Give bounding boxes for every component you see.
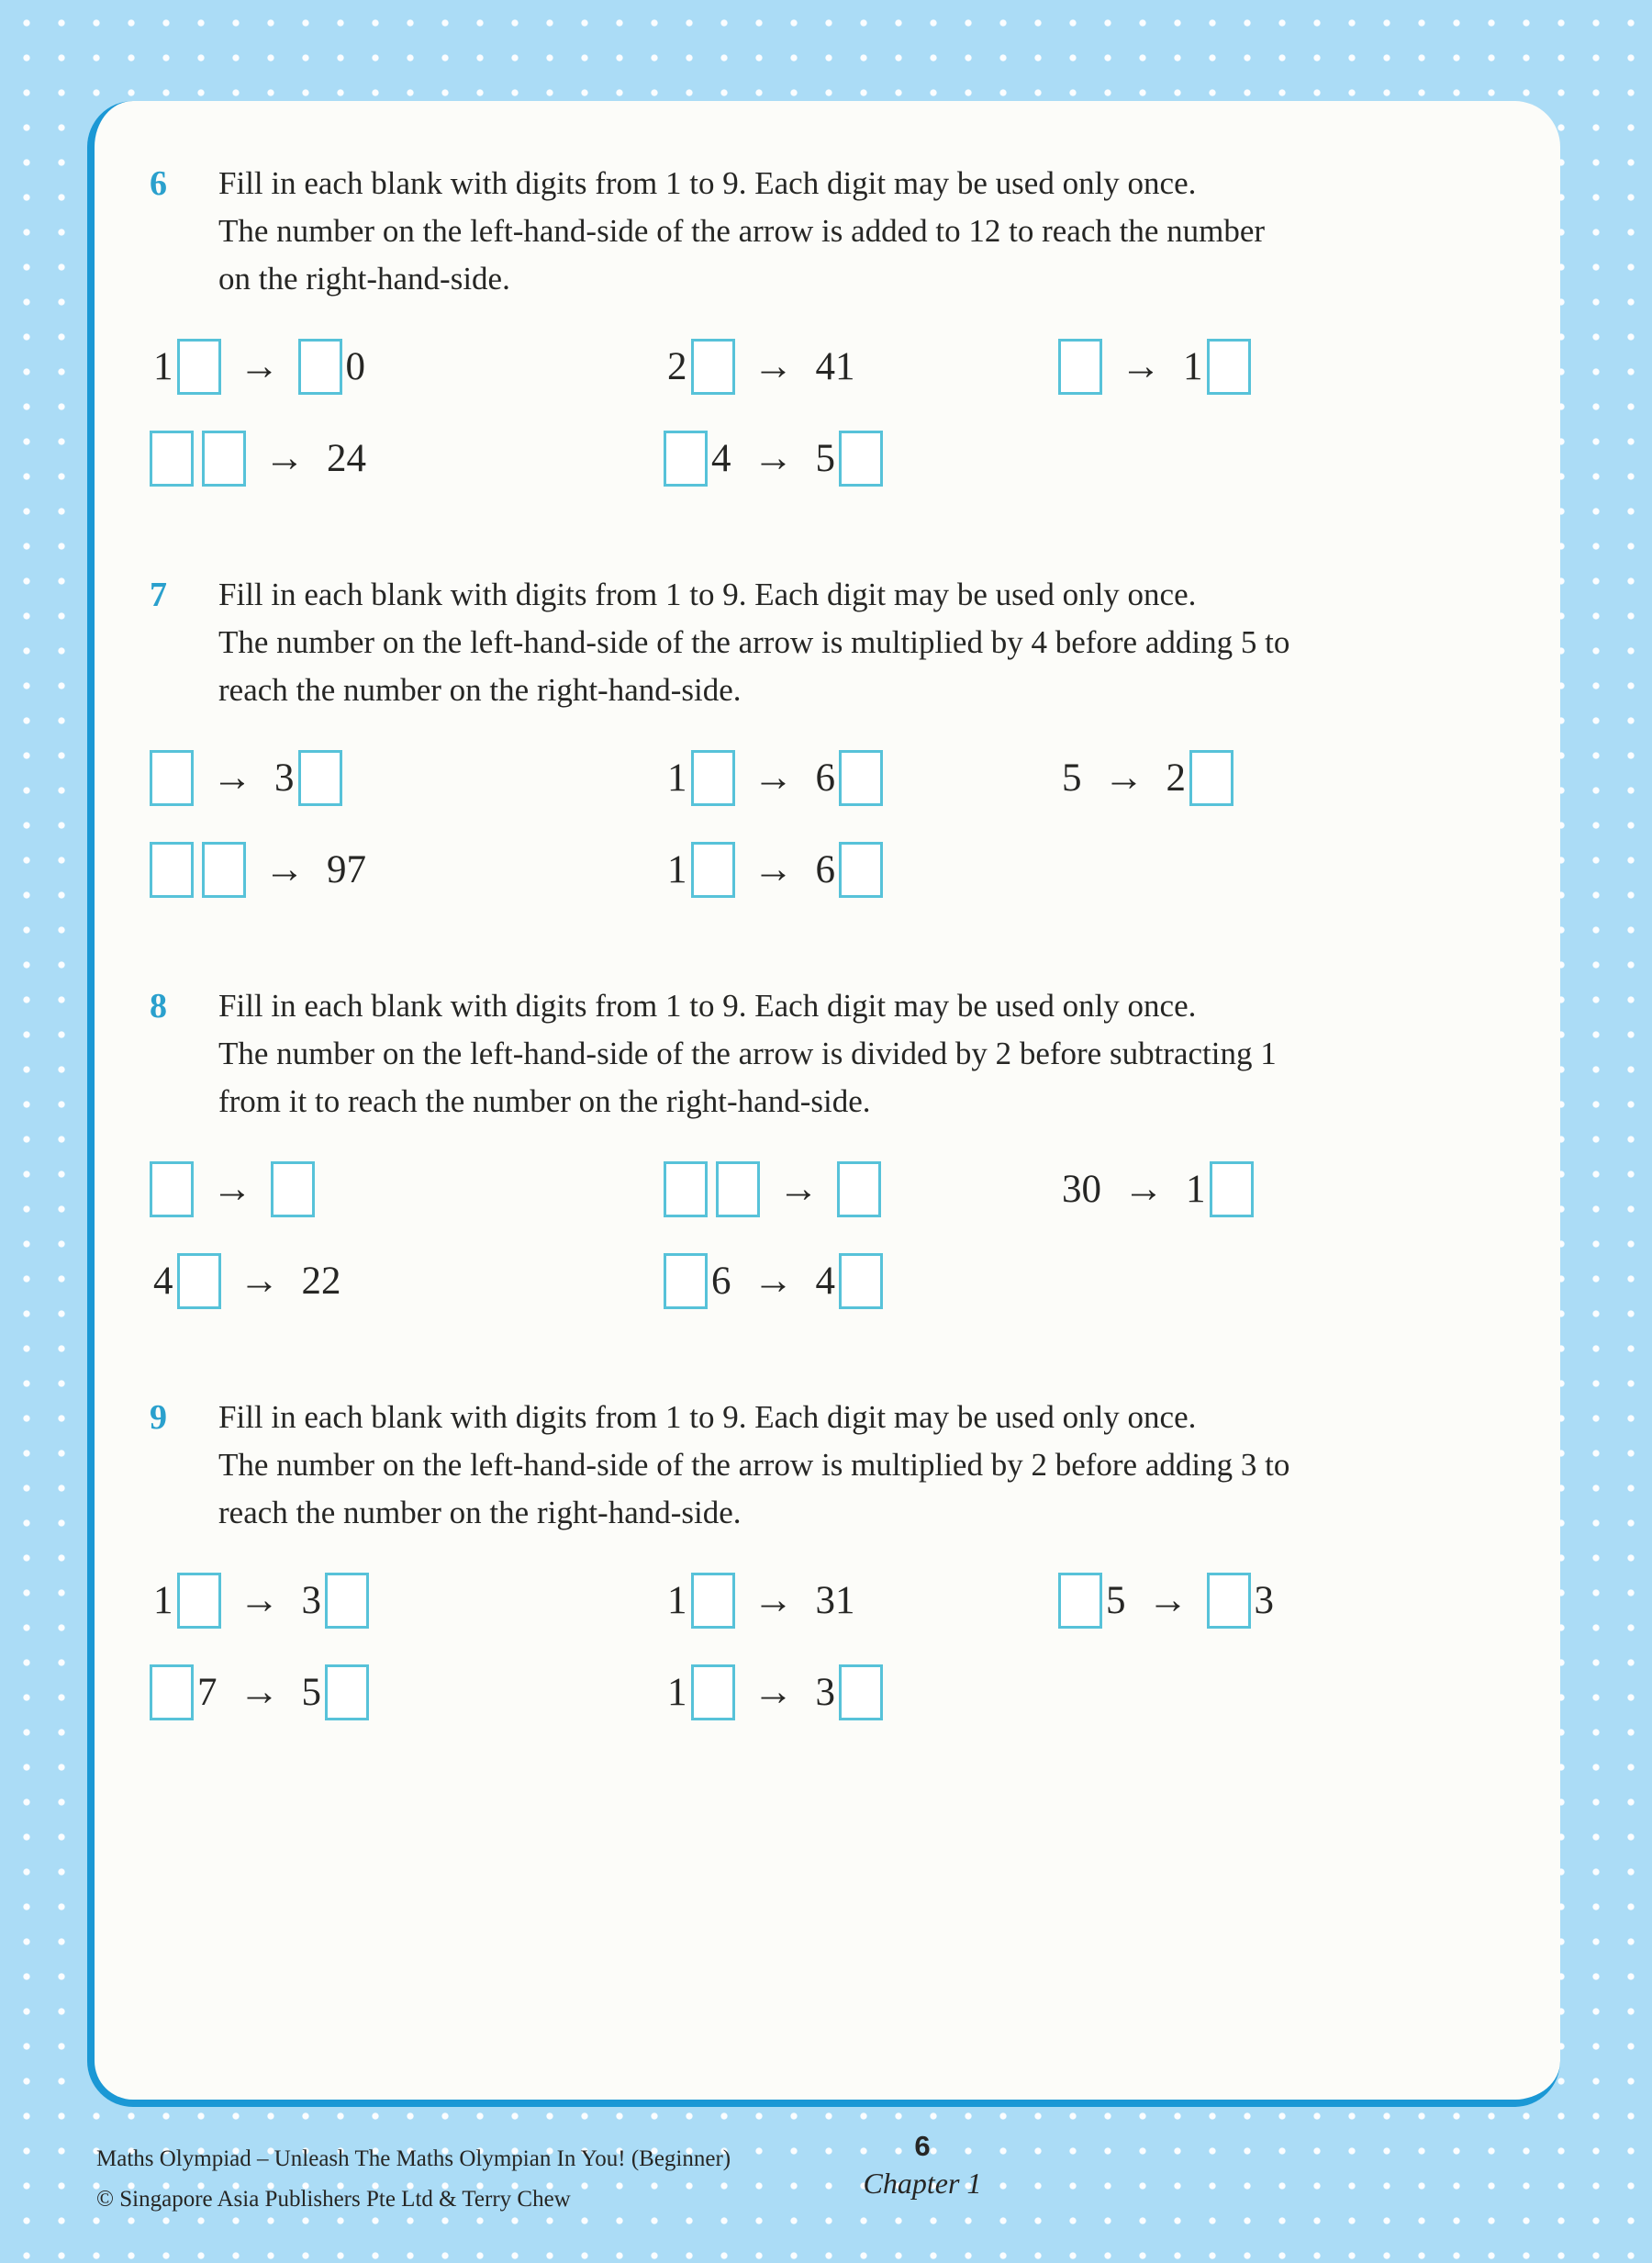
arrow-icon: → — [753, 343, 794, 388]
equation-number: 6 — [815, 756, 835, 800]
arrow-icon: → — [753, 1577, 794, 1622]
equation-number: 6 — [711, 1259, 731, 1303]
equation-number: 3 — [301, 1578, 321, 1622]
answer-box[interactable] — [298, 750, 342, 806]
equation-item — [150, 1159, 664, 1219]
arrow-icon: → — [239, 343, 280, 388]
equation-item — [150, 1250, 664, 1311]
equation-rows — [95, 1159, 1525, 1311]
problem-text-line: Fill in each blank with digits from 1 to 9. Each digit may be used only once. — [218, 1399, 1197, 1435]
footer-page-block — [803, 2130, 1042, 2201]
answer-box[interactable] — [1207, 339, 1251, 395]
chapter-label: Chapter 1 — [863, 2167, 982, 2200]
equation-item — [664, 1662, 1058, 1722]
answer-box[interactable] — [691, 1664, 735, 1720]
worksheet-card — [87, 101, 1560, 2107]
arrow-icon: → — [1121, 343, 1161, 388]
answer-box[interactable] — [839, 750, 883, 806]
equation-item — [664, 1250, 1058, 1311]
problem-6 — [95, 160, 1525, 488]
answer-box[interactable] — [150, 1664, 194, 1720]
answer-box[interactable] — [664, 1161, 708, 1217]
arrow-icon: → — [753, 846, 794, 891]
page-footer — [96, 2130, 1583, 2220]
answer-box[interactable] — [325, 1664, 369, 1720]
answer-box[interactable] — [1189, 750, 1233, 806]
arrow-icon: → — [239, 1258, 280, 1303]
equation-row — [150, 428, 1525, 488]
equation-item — [150, 747, 664, 808]
answer-box[interactable] — [691, 750, 735, 806]
problem-text-line: Fill in each blank with digits from 1 to 9. Each digit may be used only once. — [218, 577, 1197, 612]
problem-header — [95, 982, 1525, 1126]
answer-box[interactable] — [271, 1161, 315, 1217]
equation-row — [150, 1662, 1525, 1722]
equation-number: 1 — [667, 1578, 687, 1622]
equation-number: 3 — [815, 1670, 835, 1714]
equation-item — [150, 336, 664, 397]
arrow-icon: → — [264, 435, 305, 480]
answer-box[interactable] — [691, 1573, 735, 1629]
answer-box[interactable] — [839, 1253, 883, 1309]
answer-box[interactable] — [1207, 1573, 1251, 1629]
answer-box[interactable] — [839, 1664, 883, 1720]
answer-box[interactable] — [716, 1161, 760, 1217]
equation-number: 3 — [274, 756, 295, 800]
equation-item — [1058, 1570, 1525, 1630]
answer-box[interactable] — [202, 842, 246, 898]
arrow-icon: → — [753, 1669, 794, 1714]
equation-number: 5 — [301, 1670, 321, 1714]
answer-box[interactable] — [664, 1253, 708, 1309]
equation-number: 5 — [1106, 1578, 1126, 1622]
problem-text-line: The number on the left-hand-side of the arrow is multiplied by 2 before adding 3 to — [218, 1447, 1290, 1483]
answer-box[interactable] — [664, 431, 708, 487]
problem-text-line: The number on the left-hand-side of the arrow is multiplied by 4 before adding 5 to — [218, 624, 1290, 660]
problem-text-line: Fill in each blank with digits from 1 to 9. Each digit may be used only once. — [218, 988, 1197, 1024]
arrow-icon: → — [753, 1258, 794, 1303]
problem-header — [95, 571, 1525, 714]
arrow-icon: → — [778, 1166, 819, 1211]
problem-text — [218, 571, 1289, 714]
equation-number: 1 — [153, 1578, 173, 1622]
problem-8 — [95, 982, 1525, 1311]
copyright-line: © Singapore Asia Publishers Pte Ltd & Terry Chew — [96, 2187, 571, 2212]
problem-number: 8 — [150, 987, 167, 1025]
arrow-icon: → — [1147, 1577, 1189, 1622]
equation-number: 3 — [1254, 1578, 1274, 1622]
answer-box[interactable] — [150, 750, 194, 806]
page-number: 6 — [914, 2130, 931, 2162]
equation-number: 4 — [815, 1259, 835, 1303]
equation-row — [150, 1250, 1525, 1311]
equation-item — [1058, 336, 1525, 397]
arrow-icon: → — [264, 846, 305, 891]
problem-9 — [95, 1394, 1525, 1722]
answer-box[interactable] — [839, 431, 883, 487]
equation-number: 2 — [1166, 756, 1186, 800]
equation-number: 0 — [345, 344, 365, 388]
equation-number: 1 — [1186, 1167, 1206, 1211]
equation-rows — [95, 747, 1525, 900]
answer-box[interactable] — [839, 842, 883, 898]
equation-item — [664, 747, 1058, 808]
equation-item — [150, 1662, 664, 1722]
answer-box[interactable] — [150, 1161, 194, 1217]
equation-item — [664, 1159, 1058, 1219]
problem-text — [218, 1394, 1289, 1537]
equation-rows — [95, 336, 1525, 488]
problem-number: 6 — [150, 164, 167, 203]
equation-row — [150, 747, 1525, 808]
equation-number: 22 — [301, 1259, 341, 1303]
problem-text-line: on the right-hand-side. — [218, 261, 510, 297]
equation-number: 1 — [667, 847, 687, 891]
equation-item — [1058, 747, 1525, 808]
arrow-icon: → — [753, 755, 794, 800]
problem-text-line: reach the number on the right-hand-side. — [218, 672, 742, 708]
equation-item — [150, 839, 664, 900]
answer-box[interactable] — [1058, 1573, 1102, 1629]
equation-number: 1 — [667, 756, 687, 800]
equation-row — [150, 1159, 1525, 1219]
equation-number: 2 — [667, 344, 687, 388]
equation-number: 97 — [327, 847, 366, 891]
equation-row — [150, 1570, 1525, 1630]
equation-number: 4 — [153, 1259, 173, 1303]
answer-box[interactable] — [202, 431, 246, 487]
equation-number: 1 — [1183, 344, 1203, 388]
equation-item — [150, 1570, 664, 1630]
equation-number: 4 — [711, 436, 731, 480]
answer-box[interactable] — [150, 842, 194, 898]
answer-box[interactable] — [177, 1573, 221, 1629]
equation-row — [150, 336, 1525, 397]
equation-item — [664, 839, 1058, 900]
arrow-icon: → — [239, 1669, 280, 1714]
arrow-icon: → — [1123, 1166, 1164, 1211]
equation-number: 5 — [1062, 756, 1082, 800]
answer-box[interactable] — [691, 339, 735, 395]
equation-number: 6 — [815, 847, 835, 891]
answer-box[interactable] — [691, 842, 735, 898]
equation-item — [664, 1570, 1058, 1630]
answer-box[interactable] — [325, 1573, 369, 1629]
answer-box[interactable] — [177, 339, 221, 395]
equation-number: 24 — [327, 436, 366, 480]
equation-rows — [95, 1570, 1525, 1722]
book-title: Maths Olympiad – Unleash The Maths Olympian In You! (Beginner) — [96, 2146, 731, 2171]
problem-text-line: The number on the left-hand-side of the arrow is divided by 2 before subtracting 1 — [218, 1036, 1277, 1071]
problem-header — [95, 1394, 1525, 1537]
problem-number: 7 — [150, 576, 167, 614]
equation-item — [664, 336, 1058, 397]
problem-text — [218, 160, 1265, 303]
answer-box[interactable] — [150, 431, 194, 487]
equation-number: 41 — [815, 344, 855, 388]
problem-text — [218, 982, 1277, 1126]
equation-item — [664, 428, 1058, 488]
equation-number: 1 — [153, 344, 173, 388]
equation-item — [150, 428, 664, 488]
problem-text-line: Fill in each blank with digits from 1 to 9. Each digit may be used only once. — [218, 165, 1197, 201]
problem-text-line: from it to reach the number on the right-hand-side. — [218, 1083, 871, 1119]
answer-box[interactable] — [298, 339, 342, 395]
answer-box[interactable] — [837, 1161, 881, 1217]
problem-header — [95, 160, 1525, 303]
problem-text-line: reach the number on the right-hand-side. — [218, 1495, 742, 1530]
answer-box[interactable] — [1210, 1161, 1254, 1217]
equation-number: 30 — [1062, 1167, 1101, 1211]
arrow-icon: → — [753, 435, 794, 480]
equation-number: 5 — [815, 436, 835, 480]
arrow-icon: → — [1103, 755, 1144, 800]
problem-list — [95, 160, 1525, 1722]
arrow-icon: → — [239, 1577, 280, 1622]
equation-number: 31 — [815, 1578, 855, 1622]
problem-text-line: The number on the left-hand-side of the arrow is added to 12 to reach the number — [218, 213, 1266, 249]
answer-box[interactable] — [177, 1253, 221, 1309]
equation-row — [150, 839, 1525, 900]
problem-7 — [95, 571, 1525, 900]
problem-number: 9 — [150, 1398, 167, 1437]
equation-number: 1 — [667, 1670, 687, 1714]
answer-box[interactable] — [1058, 339, 1102, 395]
equation-item — [1058, 1159, 1525, 1219]
equation-number: 7 — [197, 1670, 218, 1714]
arrow-icon: → — [212, 1166, 252, 1211]
arrow-icon: → — [212, 755, 252, 800]
